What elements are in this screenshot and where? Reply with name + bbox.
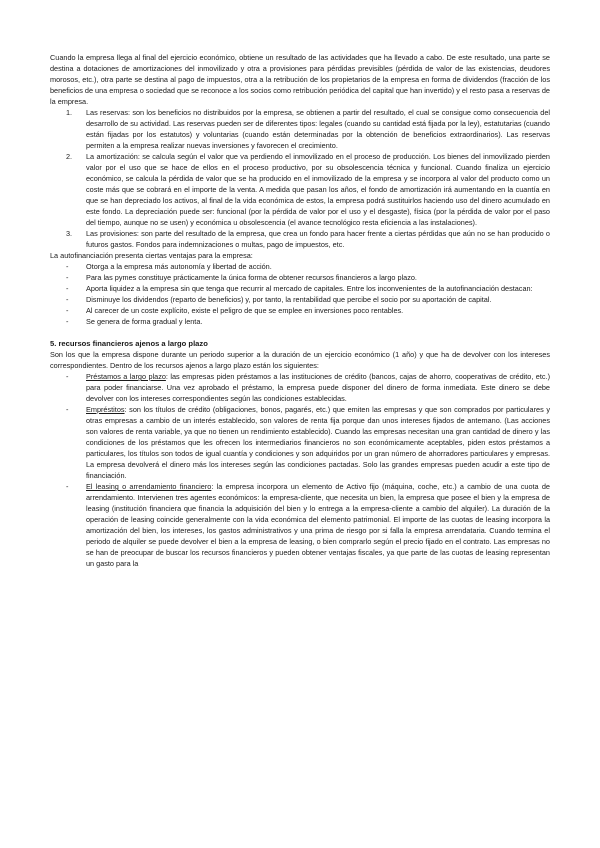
item-text: Se genera de forma gradual y lenta. [86,317,203,326]
dash-bullet: - [66,405,69,414]
section-heading: 5. recursos financieros ajenos a largo plazo [50,339,208,348]
list-item-reservas [50,107,550,151]
dash-bullet: - [66,482,69,491]
item-term: Préstamos a largo plazo [86,372,166,381]
item-text: Aporta liquidez a la empresa sin que tenga que recurrir al mercado de capitales. Entre los inconvenientes de la autofinanciación destacan: [86,284,533,293]
list-item [50,305,550,316]
item-text: : son los títulos de crédito (obligaciones, bonos, pagarés, etc.) que emiten las empresas y que son comprados por particulares y otras empresas a cambio de un interés establecido, son valores de renta fija porque dan unos intereses fijados de antemano. (Las acciones son valores de renta variable, ya que no tienen un rendimiento establecido). Cuando las empresas necesitan una gran cantidad de dinero y las condiciones de los préstamos que les ofrecen los intermediarios financieros no son económicamente aceptables, piden estos préstamos a particulares, los títulos son todos de igual cuantía y condiciones y son adquiridos por un gran número de ahorradores particulares y empresas. La empresa devolverá el dinero más los intereses según las condiciones pactadas. Solo las grandes empresas pueden acudir a este tipo de financiación. [86,405,550,480]
list-item [50,294,550,305]
list-item [50,283,550,294]
dash-bullet: - [66,317,69,326]
list-item [50,272,550,283]
dash-bullet: - [66,284,69,293]
list-item [50,316,550,327]
intro-paragraph: Cuando la empresa llega al final del ejercicio económico, obtiene un resultado de las actividades que ha llevado a cabo. De este resultado, una parte se destina a dotaciones de amortizaciones del inmovilizado y otra a provisiones para pérdidas previsibles (pérdida de valor de las existencias, deudores morosos, etc.), otra parte se destina al pago de impuestos, otra a la retribución de los propietarios de la empresa en forma de dividendos (fracción de los beneficios de una empresa o sociedad que se reconoce a los socios como retribución periódica del capital que han invertido) y el resto pasa a reservas de la empresa. [50,53,550,106]
section-intro: Son los que la empresa dispone durante un periodo superior a la duración de un ejercicio económico (1 año) y que ha de devolver con los intereses correspondientes. Dentro de los recursos ajenos a largo plazo están los siguientes: [50,350,550,370]
dash-bullet: - [66,372,69,381]
item-text: Otorga a la empresa más autonomía y libertad de acción. [86,262,272,271]
list-item-prestamos [50,371,550,404]
list-item-emprestitos [50,404,550,481]
dash-bullet: - [66,273,69,282]
autofinanciacion-intro: La autofinanciación presenta ciertas ventajas para la empresa: [50,251,253,260]
list-item-amortizacion [50,151,550,228]
list-item-provisiones [50,228,550,250]
dash-bullet: - [66,295,69,304]
item-text: : las empresas piden préstamos a las instituciones de crédito (bancos, cajas de ahorro, cooperativas de crédito, etc.) para poder financiarse. Una vez aprobado el préstamo, la empresa puede disponer del dinero de forma inmediata. Este dinero se debe devolver con los intereses correspondientes según las condiciones establecidas. [86,372,550,403]
list-item-leasing [50,481,550,569]
item-text: La amortización: se calcula según el valor que va perdiendo el inmovilizado en el proceso de producción. Los bienes del inmovilizado pierden valor por el uso que se hace de ellos en el proceso productivo, por su obsolescencia técnica y funcional. Cuando finaliza un ejercicio económico, se calcula la pérdida de valor que se ha producido en el inmovilizado de la empresa y se incorpora al valor del producto como un coste más que se cobrará en el importe de la venta. A medida que pasan los años, el fondo de amortización irá aumentando en la cuantía en que se han depreciado los activos, al final de la vida económica de estos, la empresa podrá sustituirlos haciendo uso del dinero acumulado en este fondo. La depreciación puede ser: funcional (por la pérdida de valor por el uso y el desgaste), física (por la pérdida de valor por el paso del tiempo, aunque no se usen) y económica u obsolescencia (el avance tecnológico resta eficiencia a las instalaciones). [86,152,550,227]
item-text: : la empresa incorpora un elemento de Activo fijo (máquina, coche, etc.) a cambio de una cuota de arrendamiento. Intervienen tres agentes económicos: la empresa-cliente, que necesita un bien, la empresa que posee el bien y la empresa de leasing (institución financiera que financia la adquisición del bien y lo entrega a la empresa-cliente a cambio del alquiler). La duración de la operación de leasing coincide generalmente con la vida económica del elemento patrimonial. El importe de las cuotas de leasing incorpora la amortización del bien, los intereses, los gastos administrativos y una prima de riesgo por si falla la empresa arrendataria. Cuando termina el periodo de alquiler se puede devolver el bien a la empresa de leasing, o bien comprarlo según el precio fijado en el contrato. Las empresas no se han de preocupar de buscar los recursos financieros y pueden obtener ventajas fiscales, ya que parte de las cuotas de leasing representan un gasto para la [86,482,550,568]
item-number: 3. [66,229,73,238]
item-term: Empréstitos [86,405,125,414]
autofinanciacion-list [50,261,550,327]
dash-bullet: - [66,262,69,271]
numbered-list [50,107,550,250]
item-number: 1. [66,108,73,117]
item-number: 2. [66,152,73,161]
item-text: Al carecer de un coste explícito, existe el peligro de que se emplee en inversiones poco rentables. [86,306,404,315]
resources-list [50,371,550,569]
item-text: Para las pymes constituye prácticamente la única forma de obtener recursos financieros a largo plazo. [86,273,417,282]
list-item [50,261,550,272]
item-text: Las provisiones: son parte del resultado de la empresa, que crea un fondo para hacer frente a ciertas pérdidas que aún no se han producido o futuros gastos. Fondos para indemnizaciones o multas, pago de impuestos, etc. [86,229,550,249]
item-text: Disminuye los dividendos (reparto de beneficios) y, por tanto, la rentabilidad que percibe el socio por su aportación de capital. [86,295,492,304]
item-text: Las reservas: son los beneficios no distribuidos por la empresa, se obtienen a partir del resultado, el cual se consigue como consecuencia del desarrollo de su actividad. Las reservas pueden ser de diferentes tipos: legales (cuando su cantidad está fijada por la ley), estatutarias (cuando están fijadas por los estatutos) y voluntarias (cuando están determinadas por la obtención de beneficios extraordinarios). Las reservas permiten a la empresa realizar nuevas inversiones y favorecen el crecimiento. [86,108,550,150]
item-term: El leasing o arrendamiento financiero [86,482,212,491]
dash-bullet: - [66,306,69,315]
